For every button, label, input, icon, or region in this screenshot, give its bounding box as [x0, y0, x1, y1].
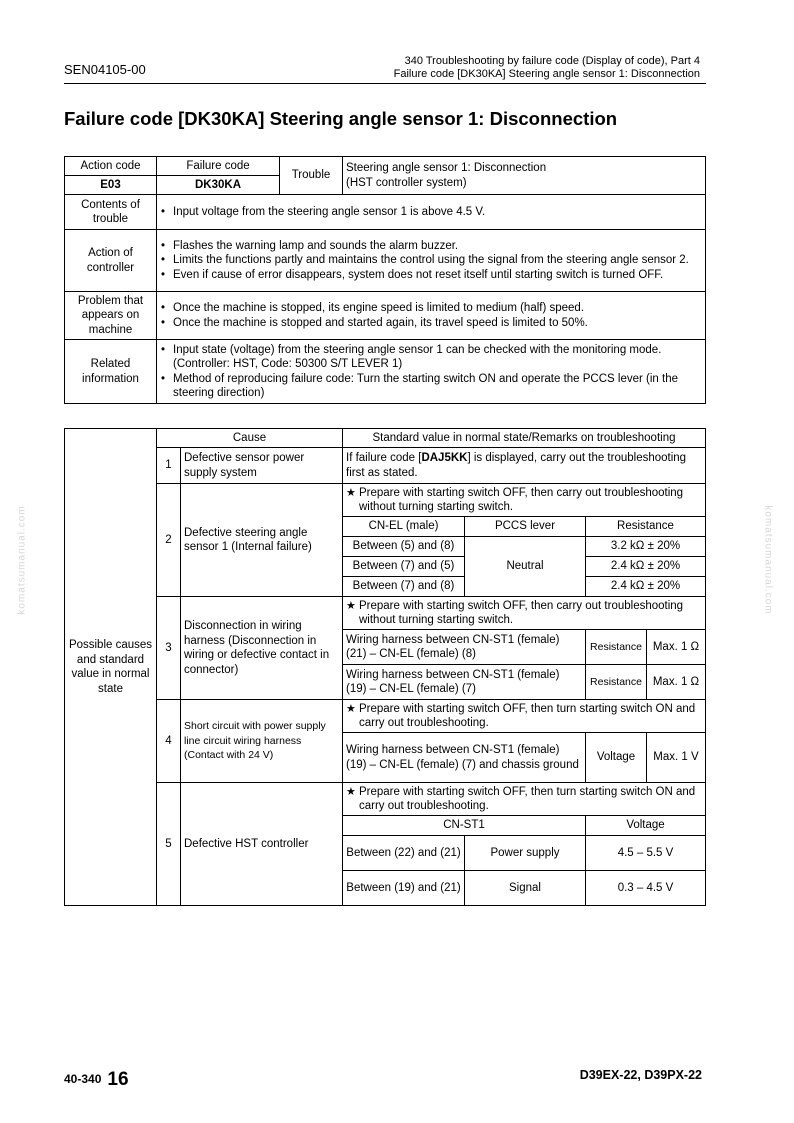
standard-value: 3.2 kΩ ± 20%	[586, 537, 706, 557]
prep-note: ★ Prepare with starting switch OFF, then turn starting switch ON and carry out troubleshooting.	[343, 700, 706, 733]
possible-causes-label: Possible causes and standard value in normal state	[65, 429, 157, 906]
page-title: Failure code [DK30KA] Steering angle sensor 1: Disconnection	[64, 108, 618, 129]
cause-description: Defective steering angle sensor 1 (Internal failure)	[181, 484, 343, 597]
cause-number: 1	[157, 448, 181, 484]
prep-note: ★ Prepare with starting switch OFF, then turn starting switch ON and carry out troubleshooting.	[343, 783, 706, 816]
section-title: 340 Troubleshooting by failure code (Display of code), Part 4	[404, 55, 700, 67]
watermark-left: komatsumanual.com	[16, 505, 28, 615]
info-row-label: Contents of trouble	[65, 195, 157, 230]
header-rule	[64, 83, 706, 84]
info-row	[65, 230, 706, 292]
subsection-title: Failure code [DK30KA] Steering angle sensor 1: Disconnection	[393, 68, 700, 80]
doc-code: SEN04105-00	[64, 62, 146, 77]
standard-value: Max. 1 V	[647, 733, 706, 783]
signal-type: Signal	[465, 871, 586, 906]
cause-number: 5	[157, 783, 181, 906]
signal-type: Power supply	[465, 836, 586, 871]
measure-kind: Resistance	[586, 665, 647, 700]
cause-number: 4	[157, 700, 181, 783]
info-row	[65, 340, 706, 404]
model-names: D39EX-22, D39PX-22	[579, 1068, 702, 1082]
prep-note: ★ Prepare with starting switch OFF, then carry out troubleshooting without turning starting switch.	[343, 597, 706, 630]
cause-remark: If failure code [DAJ5KK] is displayed, carry out the troubleshooting first as stated.	[343, 448, 706, 484]
harness-description: Wiring harness between CN-ST1 (female) (19) – CN-EL (female) (7) and chassis ground	[343, 733, 586, 783]
cause-description: Defective HST controller	[181, 783, 343, 906]
watermark-right: komatsumanual.com	[762, 505, 774, 615]
standard-value: 2.4 kΩ ± 20%	[586, 557, 706, 577]
cause-header: Cause	[157, 429, 343, 448]
standard-value: 0.3 – 4.5 V	[586, 871, 706, 906]
info-row-content: • Input state (voltage) from the steering angle sensor 1 can be checked with the monitoring mode. (Controller: HST, Code: 50300 S/T LEVER 1) • Method of reproducing failure code: Turn the starting switch ON and operate the PCCS lever (in the steering direction)	[157, 340, 706, 404]
failure-code-value: DK30KA	[157, 176, 280, 195]
measure-point: Between (7) and (8)	[343, 577, 465, 597]
cause-description: Short circuit with power supply line circuit wiring harness (Contact with 24 V)	[181, 700, 343, 783]
action-code-value: E03	[65, 176, 157, 195]
measure-point: Between (19) and (21)	[343, 871, 465, 906]
measure-point: Between (22) and (21)	[343, 836, 465, 871]
cause-description: Disconnection in wiring harness (Disconnection in wiring or defective contact in connector)	[181, 597, 343, 700]
table-col-header: PCCS lever	[465, 517, 586, 537]
remarks-header: Standard value in normal state/Remarks on troubleshooting	[343, 429, 706, 448]
running-header	[394, 55, 700, 81]
info-row	[65, 292, 706, 340]
harness-description: Wiring harness between CN-ST1 (female) (19) – CN-EL (female) (7)	[343, 665, 586, 700]
action-code-label: Action code	[65, 157, 157, 176]
info-row-content: • Flashes the warning lamp and sounds the alarm buzzer. • Limits the functions partly and maintains the control using the signal from the steering angle sensor 2. • Even if cause of error disappears, system does not reset itself until starting switch is turned OFF.	[157, 230, 706, 292]
measure-kind: Resistance	[586, 630, 647, 665]
harness-description: Wiring harness between CN-ST1 (female) (21) – CN-EL (female) (8)	[343, 630, 586, 665]
measure-kind: Voltage	[586, 733, 647, 783]
cause-number: 3	[157, 597, 181, 700]
info-row-label: Action of controller	[65, 230, 157, 292]
prep-note: ★ Prepare with starting switch OFF, then carry out troubleshooting without turning starting switch.	[343, 484, 706, 517]
cause-number: 2	[157, 484, 181, 597]
standard-value: 4.5 – 5.5 V	[586, 836, 706, 871]
trouble-label: Trouble	[280, 157, 343, 195]
measure-point: Between (5) and (8)	[343, 537, 465, 557]
info-row-label: Related information	[65, 340, 157, 404]
lever-state: Neutral	[465, 537, 586, 597]
standard-value: Max. 1 Ω	[647, 665, 706, 700]
page-number: 40-340 16	[64, 1069, 129, 1090]
table-col-header: Voltage	[586, 816, 706, 836]
cause-description: Defective sensor power supply system	[181, 448, 343, 484]
table-col-header: Resistance	[586, 517, 706, 537]
possible-causes-table	[64, 428, 706, 906]
standard-value: 2.4 kΩ ± 20%	[586, 577, 706, 597]
standard-value: Max. 1 Ω	[647, 630, 706, 665]
info-row-content: • Input voltage from the steering angle sensor 1 is above 4.5 V.	[157, 195, 706, 230]
info-row-content: • Once the machine is stopped, its engine speed is limited to medium (half) speed. • Once the machine is stopped and started again, its travel speed is limited to 50%.	[157, 292, 706, 340]
info-row	[65, 195, 706, 230]
table-col-header: CN-ST1	[343, 816, 586, 836]
failure-code-label: Failure code	[157, 157, 280, 176]
failure-info-table	[64, 156, 706, 404]
info-row-label: Problem that appears on machine	[65, 292, 157, 340]
table-col-header: CN-EL (male)	[343, 517, 465, 537]
measure-point: Between (7) and (5)	[343, 557, 465, 577]
failure-code-ref: DAJ5KK	[421, 452, 468, 464]
trouble-description: Steering angle sensor 1: Disconnection (HST controller system)	[343, 157, 706, 195]
